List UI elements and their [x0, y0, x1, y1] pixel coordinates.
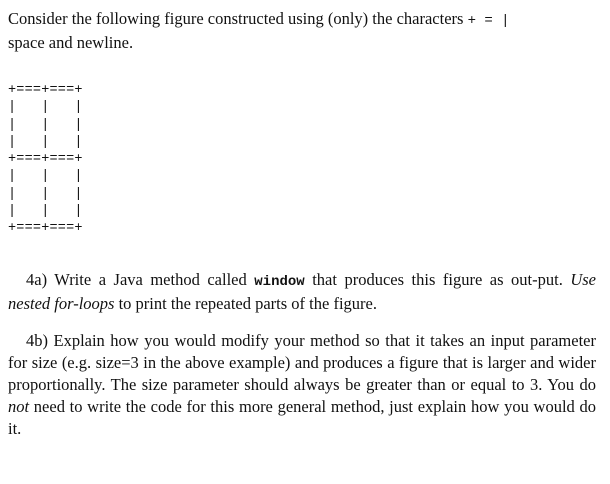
intro-text: Consider the following figure constructed using (only) the characters [8, 9, 464, 28]
question-4a [8, 269, 596, 315]
document-page [8, 8, 596, 440]
intro-characters: + = | [467, 13, 510, 29]
question-4b-part1: 4b) Explain how you would modify your method so that it takes an input parameter for size (e.g. size=3 in the above example) and produces a figure that is larger and wider proportionally. The size parameter should always be greater than or equal to 3. You do [8, 330, 596, 394]
figure-line: +===+===+ [8, 83, 83, 98]
figure-line: | | | [8, 204, 83, 220]
question-4b-emphasis: not [8, 396, 30, 416]
question-4a-part3: to print the repeated parts of the figure. [118, 293, 377, 313]
question-4b-part2: need to write the code for this more general method, just explain how you would do it. [8, 396, 596, 438]
figure-line: | | | [8, 117, 83, 133]
question-4a-emphasis: Use nested for-loops [8, 269, 597, 313]
method-name: window [254, 273, 305, 290]
figure-line: +===+===+ [8, 221, 83, 237]
ascii-window-figure [8, 82, 596, 238]
question-4a-part1: 4a) Write a Java method called [26, 269, 247, 289]
question-4a-part2: that produces this figure as out-put. [312, 269, 563, 289]
intro-paragraph [8, 8, 596, 54]
intro-text-2: space and newline. [8, 33, 134, 52]
figure-line: | | | [8, 186, 83, 202]
figure-line: | | | [8, 100, 83, 116]
figure-line: | | | [8, 134, 83, 150]
question-4b [8, 330, 596, 440]
figure-line: +===+===+ [8, 152, 83, 168]
figure-line: | | | [8, 169, 83, 185]
